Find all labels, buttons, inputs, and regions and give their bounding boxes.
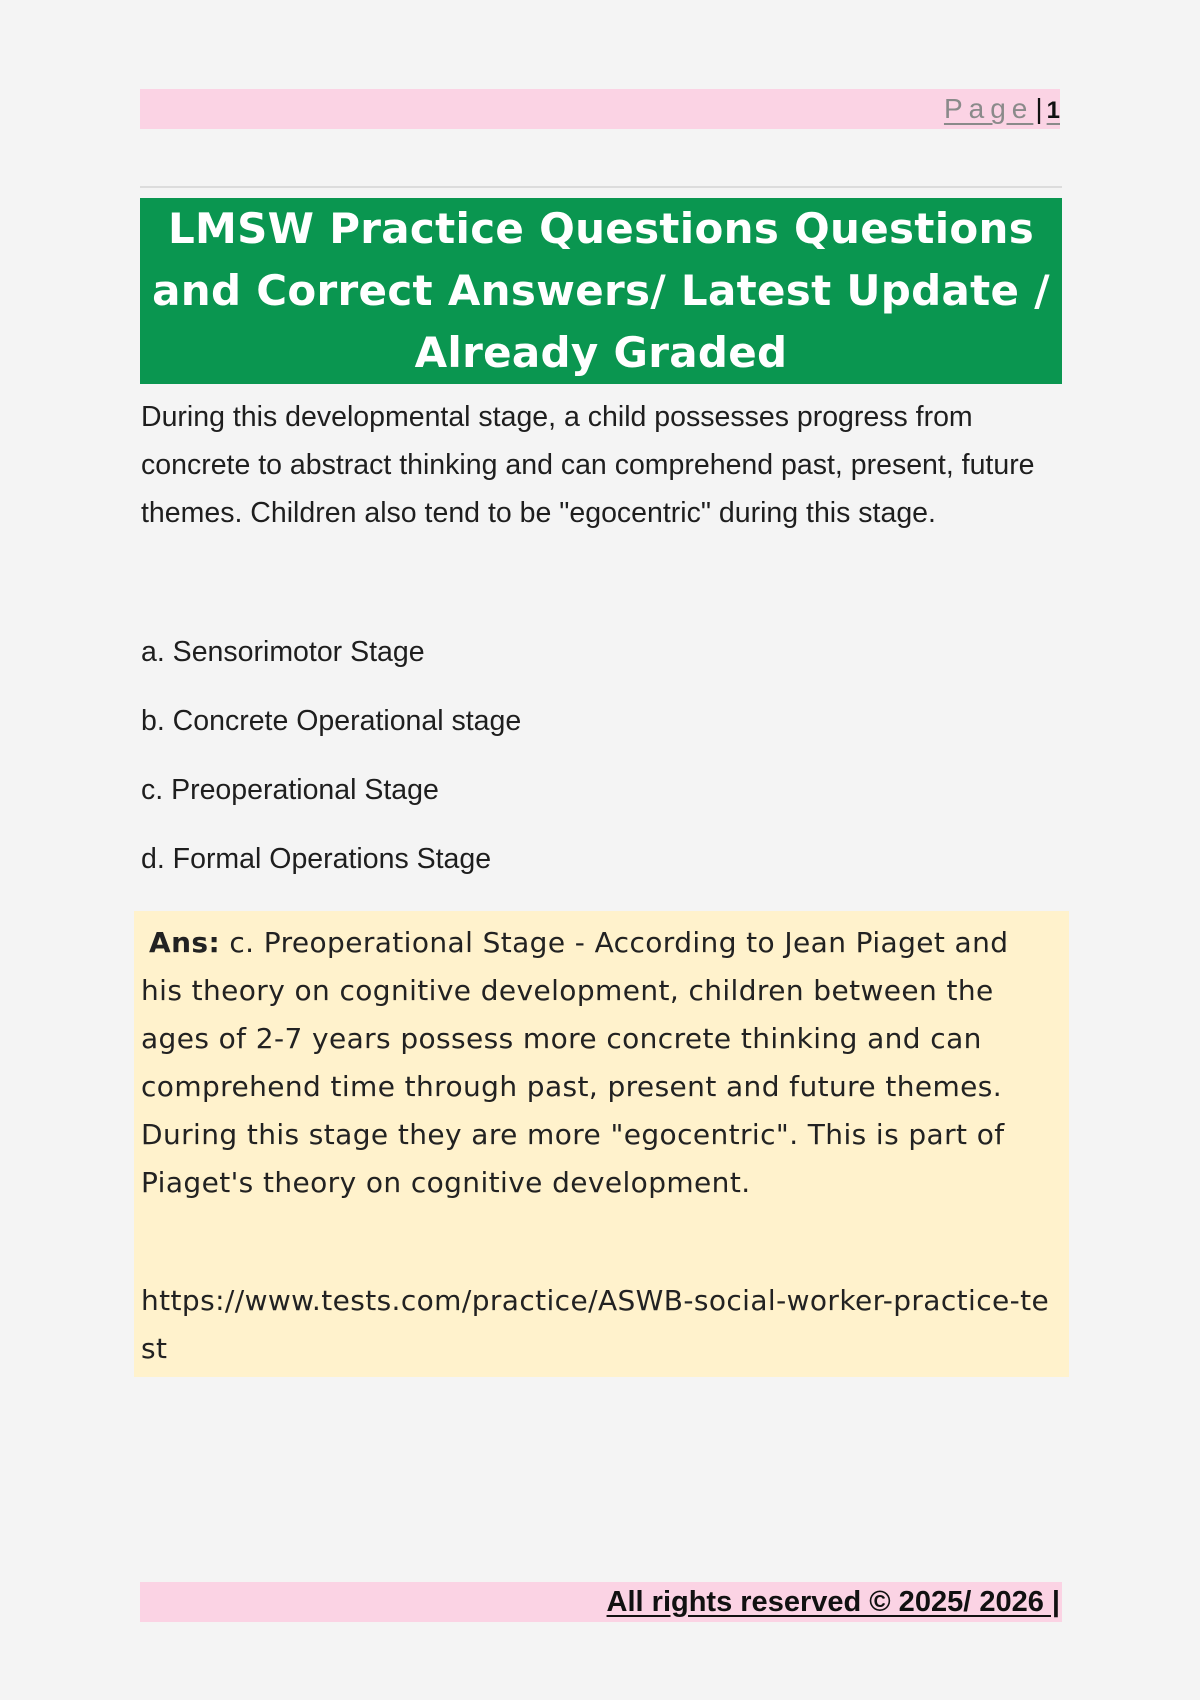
page-header [140,89,1060,129]
option-a: a. Sensorimotor Stage [141,636,425,668]
header-divider [140,186,1062,188]
document-title: LMSW Practice Questions Questions and Correct Answers/ Latest Update / Already Graded [152,204,1050,377]
answer-paragraph [141,919,1059,1207]
copyright-text: All rights reserved © 2025/ 2026 | [606,1585,1060,1618]
answer-options [141,628,1041,904]
page-word: Page [943,93,1034,124]
answer-source-link[interactable]: https://www.tests.com/practice/ASWB-social-worker-practice-test [141,1284,1050,1365]
page-number-label [944,93,1060,125]
page-separator: | [1035,93,1043,124]
option-c: c. Preoperational Stage [141,774,439,806]
answer-box [134,911,1069,1377]
answer-explanation: c. Preoperational Stage - According to Jean Piaget and his theory on cognitive development, children between the ages of 2-7 years possess more concrete thinking and can comprehend time through past, present and future themes. During this stage they are more "egocentric". This is part of Piaget's theory on cognitive development. [141,926,1009,1199]
page-footer [140,1582,1062,1622]
answer-label: Ans: [149,926,221,959]
option-b: b. Concrete Operational stage [141,705,522,737]
option-d: d. Formal Operations Stage [141,843,492,875]
question-text: During this developmental stage, a child possesses progress from concrete to abstract thinking and can comprehend past, present, future themes. Children also tend to be "egocentric" during this stage. [141,401,1035,529]
title-banner [140,198,1062,384]
page-number: 1 [1046,97,1060,124]
